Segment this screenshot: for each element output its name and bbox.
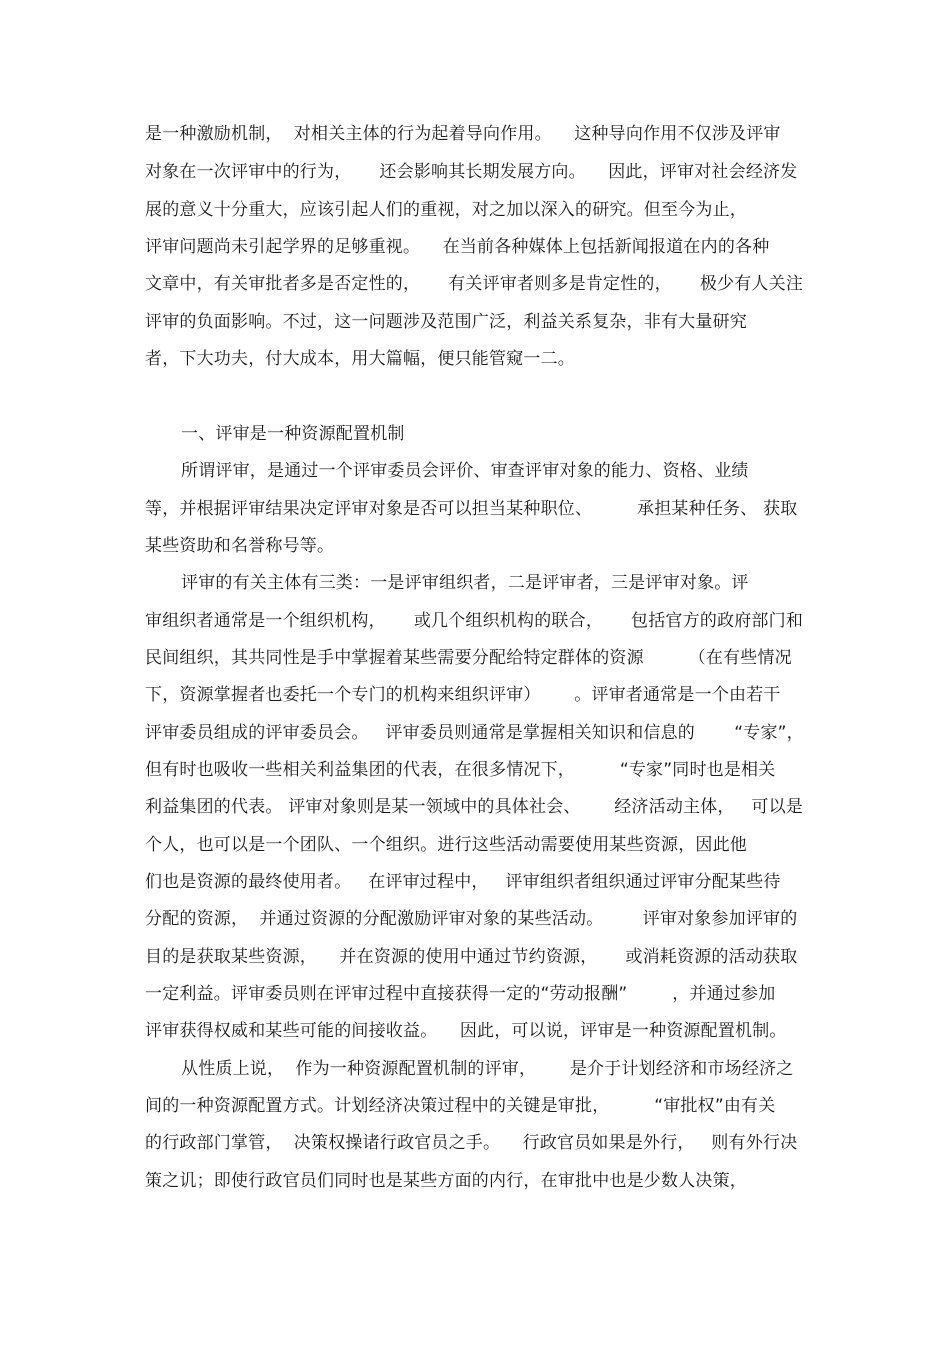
- paragraph-line: 民间组织，其共同性是手中掌握着某些需要分配给特定群体的资源 （在有些情况: [145, 648, 792, 668]
- paragraph-line: 对象在一次评审中的行为， 还会影响其长期发展方向。 因此，评审对社会经济发: [145, 162, 798, 182]
- paragraph-line: 从性质上说， 作为一种资源配置机制的评审， 是介于计划经济和市场经济之: [181, 1059, 794, 1079]
- paragraph-line: 文章中，有关审批者多是否定性的， 有关评审者则多是肯定性的， 极少有人关注: [145, 274, 804, 294]
- paragraph-line: 们也是资源的最终使用者。 在评审过程中， 评审组织者组织通过评审分配某些待: [145, 872, 781, 892]
- paragraph-line: 展的意义十分重大，应该引起人们的重视，对之加以深入的研究。但至今为止，: [145, 200, 747, 220]
- paragraph-line: 者，下大功夫，付大成本，用大篇幅，便只能管窥一二。: [145, 349, 575, 369]
- paragraph-line: 评审委员组成的评审委员会。 评审委员则通常是掌握相关知识和信息的 “专家”，: [145, 723, 804, 743]
- section-heading: 一、评审是一种资源配置机制: [181, 424, 405, 444]
- paragraph-line: 个人，也可以是一个团队、一个组织。进行这些活动需要使用某些资源，因此他: [145, 835, 747, 855]
- paragraph-line: 所谓评审，是通过一个评审委员会评价、审查评审对象的能力、资格、业绩: [181, 461, 749, 481]
- paragraph-line: 下，资源掌握者也委托一个专门的机构来组织评审） 。评审者通常是一个由若干: [145, 685, 781, 705]
- paragraph-line: 某些资助和名誉称号等。: [145, 536, 335, 556]
- paragraph-line: 评审获得权威和某些可能的间接收益。 因此，可以说，评审是一种资源配置机制。: [145, 1021, 787, 1041]
- paragraph-line: 一定利益。评审委员则在评审过程中直接获得一定的“劳动报酬” ，并通过参加: [145, 984, 776, 1004]
- paragraph-line: 是一种激励机制， 对相关主体的行为起着导向作用。 这种导向作用不仅涉及评审: [145, 124, 781, 144]
- paragraph-line: 利益集团的代表。 评审对象则是某一领域中的具体社会、 经济活动主体， 可以是: [145, 797, 804, 817]
- paragraph-line: 分配的资源， 并通过资源的分配激励评审对象的某些活动。 评审对象参加评审的: [145, 909, 798, 929]
- paragraph-line: 评审的负面影响。不过，这一问题涉及范围广泛，利益关系复杂，非有大量研究: [145, 312, 747, 332]
- paragraph-line: 评审的有关主体有三类：一是评审组织者，二是评审者，三是评审对象。评: [181, 573, 749, 593]
- paragraph-line: 评审问题尚未引起学界的足够重视。 在当前各种媒体上包括新闻报道在内的各种: [145, 237, 770, 257]
- paragraph-line: 的行政部门掌管， 决策权操诸行政官员之手。 行政官员如果是外行， 则有外行决: [145, 1133, 798, 1153]
- paragraph-line: 目的是获取某些资源， 并在资源的使用中通过节约资源， 或消耗资源的活动获取: [145, 947, 798, 967]
- paragraph-line: 等，并根据评审结果决定评审对象是否可以担当某种职位、 承担某种任务、 获取: [145, 499, 798, 519]
- paragraph-line: 审组织者通常是一个组织机构， 或几个组织机构的联合， 包括官方的政府部门和: [145, 611, 804, 631]
- paragraph-line: 间的一种资源配置方式。计划经济决策过程中的关键是审批， “审批权”由有关: [145, 1096, 776, 1116]
- paragraph-line: 策之讥；即使行政官员们同时也是某些方面的内行，在审批中也是少数人决策，: [145, 1171, 747, 1191]
- paragraph-line: 但有时也吸收一些相关利益集团的代表，在很多情况下， “专家”同时也是相关: [145, 760, 776, 780]
